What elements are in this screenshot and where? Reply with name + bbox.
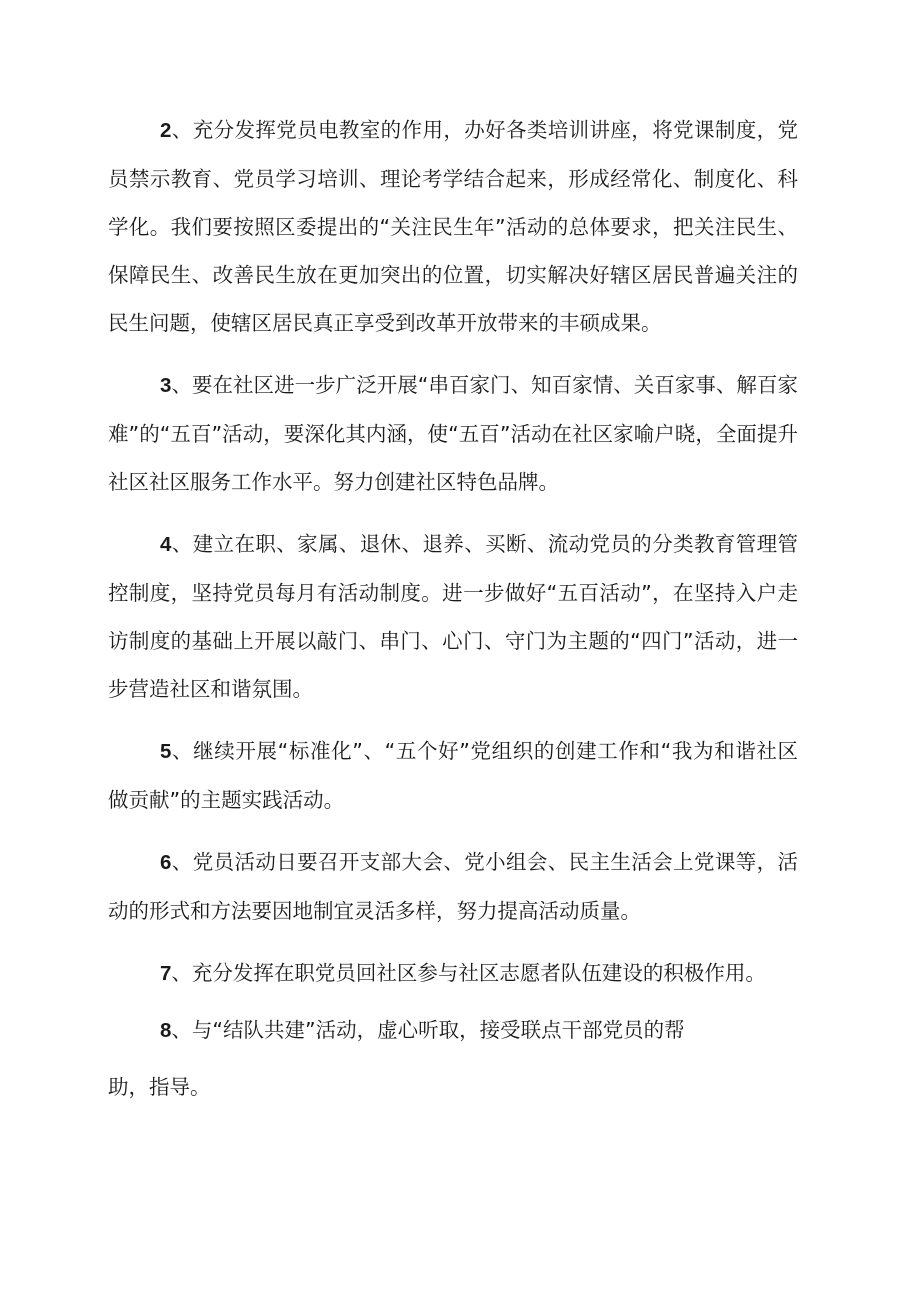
item-number: 8	[160, 1019, 172, 1042]
item-separator: 、	[171, 118, 193, 142]
paragraph-item-7	[108, 949, 798, 998]
item-separator: 、	[171, 532, 193, 556]
item-separator: 、	[171, 373, 192, 397]
item-text: 党员活动日要召开支部大会、党小组会、民主生活会上党课等，活动的形式和方法要因地制宜灵活多样，努力提高活动质量。	[108, 850, 799, 923]
item-separator: 、	[171, 739, 194, 763]
paragraph-item-8	[108, 1006, 748, 1111]
item-separator: 、	[171, 961, 192, 985]
item-text-continuation: 助，指导。	[108, 1075, 211, 1099]
item-text: 与“结队共建”活动，虚心听取，接受联点干部党员的帮	[191, 1018, 685, 1042]
item-number: 5	[160, 740, 172, 763]
item-number: 2	[160, 119, 172, 142]
item-text: 充分发挥党员电教室的作用，办好各类培训讲座，将党课制度，党员禁示教育、党员学习培训、理论考学结合起来，形成经常化、制度化、科学化。我们要按照区委提出的“关注民生年”活动的总体要求，把关注民生、保障民生、改善民生放在更加突出的位置，切实解决好辖区居民普遍关注的民生问题，使辖区居民真正享受到改革开放带来的丰硕成果。	[108, 118, 799, 335]
paragraph-item-3	[108, 361, 798, 506]
paragraph-item-5	[108, 727, 798, 824]
item-number: 4	[160, 533, 172, 556]
paragraph-item-6	[108, 838, 798, 935]
document-body	[108, 106, 798, 1125]
item-text: 继续开展“标准化”、“五个好”党组织的创建工作和“我为和谐社区做贡献”的主题实践活动。	[108, 739, 798, 812]
item-number: 7	[160, 962, 172, 985]
item-number: 6	[160, 851, 172, 874]
paragraph-item-4	[108, 520, 798, 713]
item-text: 要在社区进一步广泛开展“串百家门、知百家情、关百家事、解百家难”的“五百”活动，要深化其内涵，使“五百”活动在社区家喻户晓，全面提升社区社区服务工作水平。努力创建社区特色品牌。	[108, 373, 798, 494]
item-separator: 、	[171, 850, 193, 874]
item-separator: 、	[171, 1018, 192, 1042]
item-text: 建立在职、家属、退休、退养、买断、流动党员的分类教育管理管控制度，坚持党员每月有活动制度。进一步做好“五百活动”，在坚持入户走访制度的基础上开展以敲门、串门、心门、守门为主题的“四门”活动，进一步营造社区和谐氛围。	[108, 532, 799, 701]
item-number: 3	[160, 374, 172, 397]
paragraph-item-2	[108, 106, 798, 347]
item-text: 充分发挥在职党员回社区参与社区志愿者队伍建设的积极作用。	[191, 961, 766, 985]
